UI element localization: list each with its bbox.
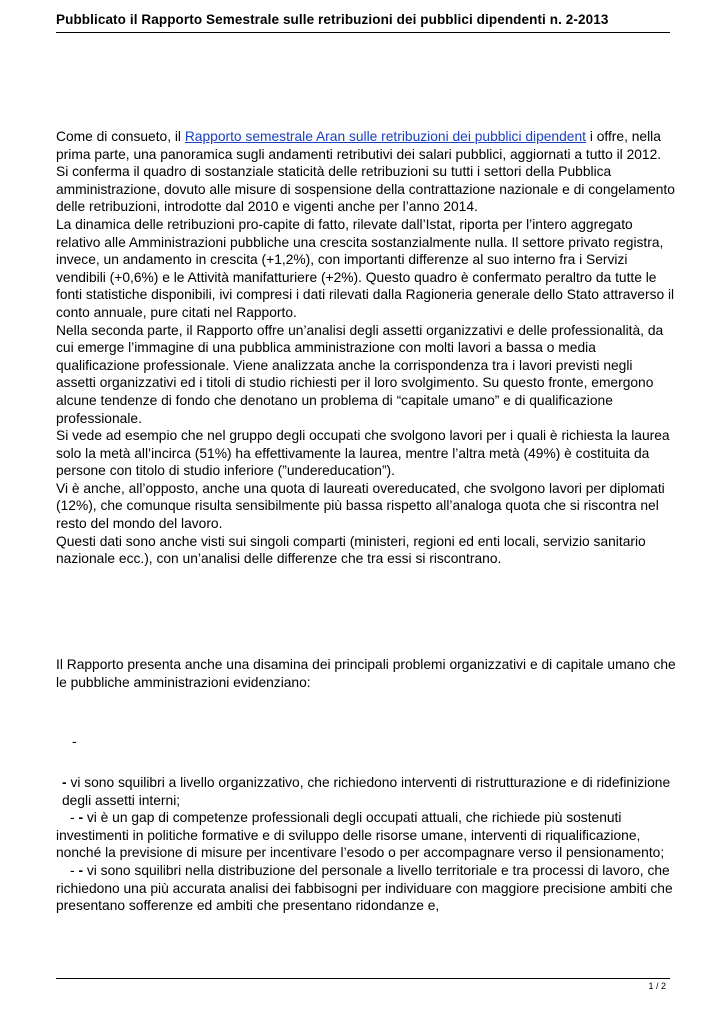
bullet-dash: - xyxy=(78,862,87,878)
list-item xyxy=(56,809,676,862)
list-item-text: vi sono squilibri nella distribuzione del personale a livello territoriale e tra processi di lavoro, che richiedono una più accurata analisi dei fabbisogni per individuare con maggiore precisione ambiti che presentano sofferenze ed ambiti che presentano ridondanze e, xyxy=(56,862,673,914)
empty-list-dash: - xyxy=(72,734,77,749)
second-section xyxy=(56,656,676,691)
bullet-lead-dash: - xyxy=(70,862,79,878)
intro-text-before: Come di consueto, il xyxy=(56,129,185,144)
footer-divider xyxy=(56,978,670,979)
bullet-dash: - xyxy=(78,810,87,826)
list-item-text: vi è un gap di competenze professionali degli occupati attuali, che richiede più sostenuti investimenti in politiche formative e di sviluppo delle risorse umane, interventi di riqualificazione, nonché la previsione di misure per incentivare l’esodo o per accompagnare verso il pensionamento; xyxy=(56,810,665,861)
header-divider xyxy=(56,32,670,33)
paragraph: Vi è anche, all’opposto, anche una quota di laureati overeducated, che svolgono lavori per diplomati (12%), che comunque risulta sensibilmente più bassa rispetto all’analoga quota che si riscontra nel resto del mondo del lavoro. xyxy=(56,480,665,532)
paragraph: La dinamica delle retribuzioni pro-capite di fatto, rilevate dall’Istat, riporta per l’intero aggregato relativo alle Amministrazioni pubbliche una crescita sostanzialmente nulla. Il settore privato registra, invece, un andamento in crescita (+1,2%), con importanti differenze al suo interno fra i Servizi vendibili (+0,6%) e le Attività manifatturiere (+2%). Questo quadro è confermato peraltro da tutte le fonti statistiche disponibili, ivi compresi i dati rilevati dalla Ragioneria generale dello Stato attraverso il conto annuale, pure citati nel Rapporto. xyxy=(56,216,675,320)
report-link[interactable]: Rapporto semestrale Aran sulle retribuzioni dei pubblici dipendent xyxy=(184,129,586,144)
paragraph: Questi dati sono anche visti sui singoli comparti (ministeri, regioni ed enti locali, servizio sanitario nazionale ecc.), con un’analisi delle differenze che tra essi si riscontrano. xyxy=(56,533,646,567)
page-header-title: Pubblicato il Rapporto Semestrale sulle retribuzioni dei pubblici dipendenti n. 2-2013 xyxy=(56,12,609,27)
problem-list xyxy=(56,774,676,915)
article-body xyxy=(56,128,676,568)
paragraph: Si conferma il quadro di sostanziale staticità delle retribuzioni su tutti i settori della Pubblica amministrazione, dovuto alle misure di sospensione della contrattazione nazionale e di congelamento delle retribuzioni, introdotte dal 2010 e vigenti anche per l’anno 2014. xyxy=(56,164,675,215)
page-number: 1 / 2 xyxy=(648,981,666,991)
intro-text-after: i offre, nella prima parte, una panoramica sugli andamenti retributivi dei salari pubblici, aggiornati a tutto il 2012. xyxy=(56,129,662,162)
paragraph: Nella seconda parte, il Rapporto offre un’analisi degli assetti organizzativi e delle professionalità, da cui emerge l’immagine di una pubblica amministrazione con molti lavori a bassa o media qualificazione professionale. Viene analizzata anche la corrispondenza tra i lavori previsti negli assetti organizzativi ed i titoli di studio richiesti per il loro svolgimento. Su questo fronte, emergono alcune tendenze di fondo che denotano un problema di “capitale umano” e di qualificazione professionale. xyxy=(56,322,664,426)
paragraph: Si vede ad esempio che nel gruppo degli occupati che svolgono lavori per i quali è richiesta la laurea solo la metà all’incirca (51%) ha effettivamente la laurea, mentre l’altra metà (49%) è costituita da persone con titolo di studio inferiore (”undereducation”). xyxy=(56,428,670,479)
list-item-text: vi sono squilibri a livello organizzativo, che richiedono interventi di ristrutturazione e di ridefinizione degli assetti interni; xyxy=(62,775,671,808)
list-item xyxy=(56,862,676,915)
intro-paragraph xyxy=(56,128,676,163)
bullet-dash: - xyxy=(62,775,71,790)
list-item xyxy=(56,774,676,809)
bullet-lead-dash: - xyxy=(70,810,79,826)
second-section-paragraph: Il Rapporto presenta anche una disamina dei principali problemi organizzativi e di capitale umano che le pubbliche amministrazioni evidenziano: xyxy=(56,657,676,690)
